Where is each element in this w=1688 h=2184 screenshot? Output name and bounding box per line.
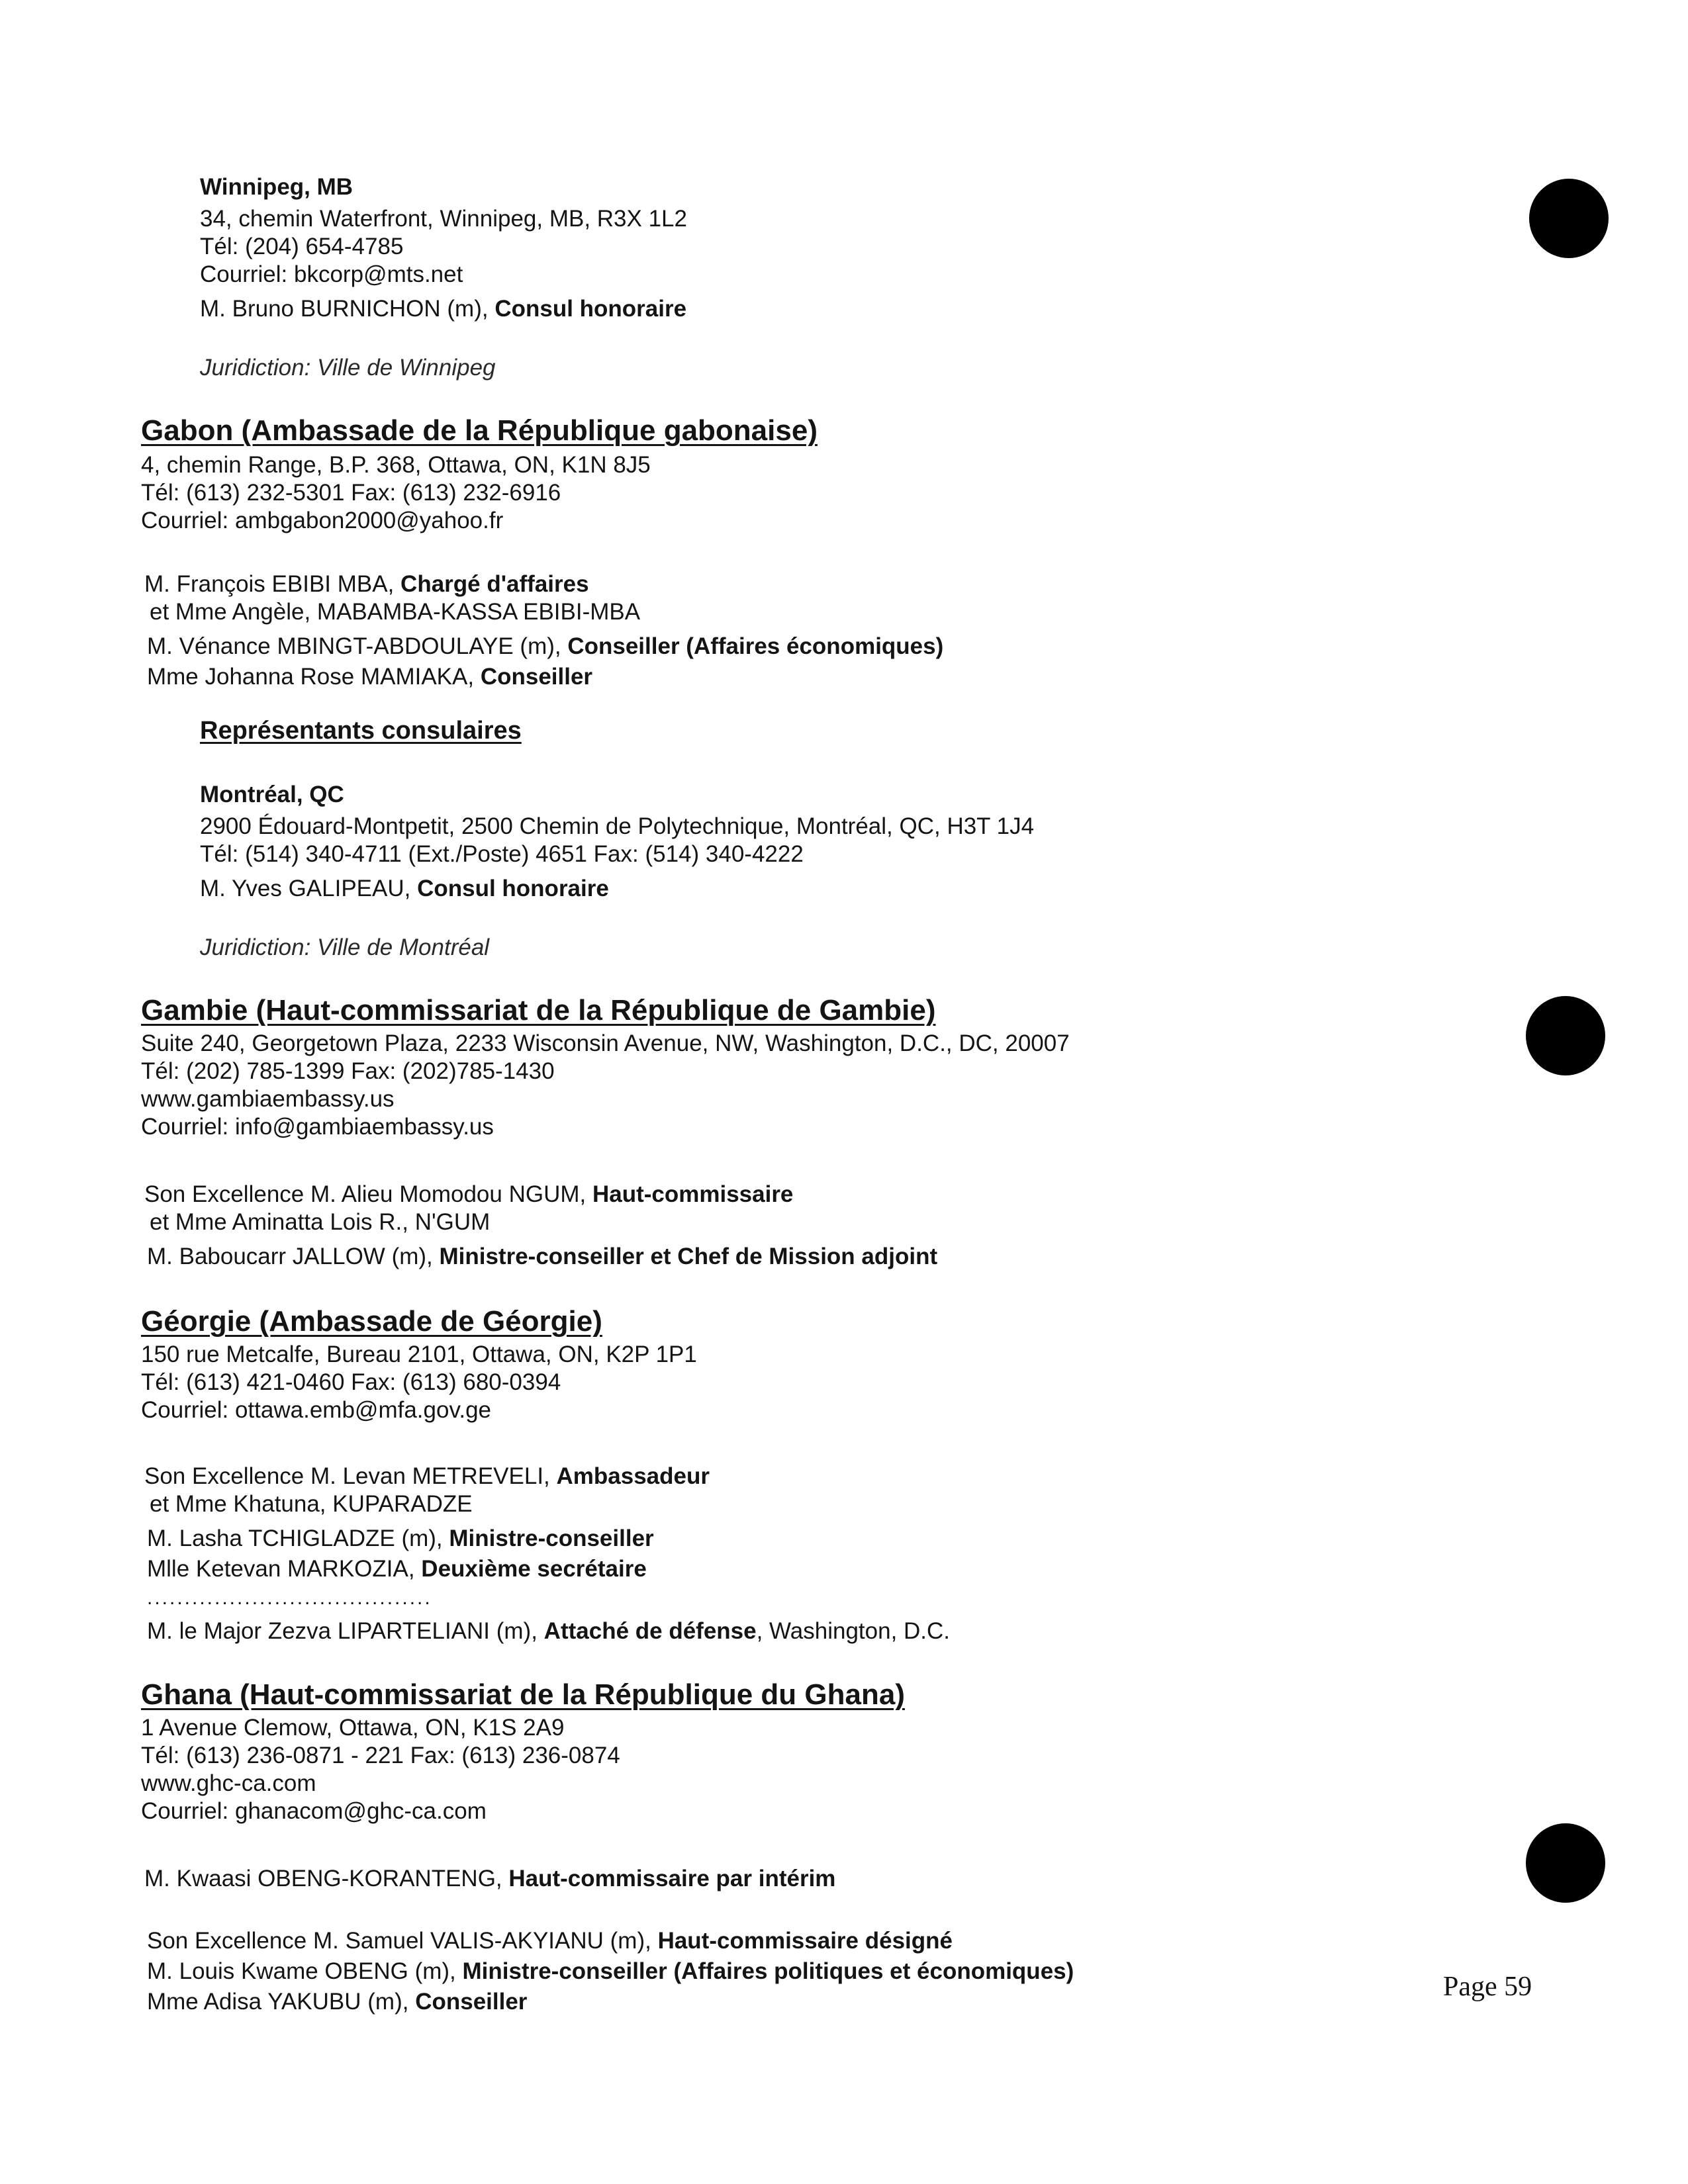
person-name: M. Yves GALIPEAU, [200, 876, 418, 901]
person-name: M. François EBIBI MBA, [144, 571, 401, 597]
person-location: , Washington, D.C. [756, 1618, 951, 1644]
montreal-tel: Tél: (514) 340-4711 (Ext./Poste) 4651 Fax: (514) 340-4222 [200, 841, 804, 867]
montreal-city: Montréal, QC [200, 782, 344, 807]
gabon-address: 4, chemin Range, B.P. 368, Ottawa, ON, K1N 8J5 [141, 452, 651, 478]
gambie-person-2 [147, 1243, 937, 1271]
georgie-person-4 [147, 1617, 950, 1645]
gambie-tel: Tél: (202) 785-1399 Fax: (202)785-1430 [141, 1058, 555, 1084]
person-name: Mme Johanna Rose MAMIAKA, [147, 664, 481, 690]
winnipeg-person [200, 295, 686, 323]
person-title: Haut-commissaire désigné [657, 1928, 953, 1954]
gabon-heading: Gabon (Ambassade de la République gabonaise) [141, 414, 818, 447]
gambie-person-1 [144, 1181, 793, 1208]
ghana-person-3 [147, 1958, 1074, 1985]
person-name: Son Excellence M. Samuel VALIS-AKYIANU (m), [147, 1928, 658, 1954]
georgie-email: Courriel: ottawa.emb@mfa.gov.ge [141, 1397, 491, 1423]
gabon-person-1-spouse: et Mme Angèle, MABAMBA-KASSA EBIBI-MBA [150, 599, 641, 625]
georgie-heading: Géorgie (Ambassade de Géorgie) [141, 1305, 602, 1338]
person-name: M. Lasha TCHIGLADZE (m), [147, 1525, 449, 1551]
gabon-person-1 [144, 570, 589, 598]
person-title: Attaché de défense [543, 1618, 757, 1644]
person-title: Conseiller [415, 1989, 528, 2015]
gambie-web: www.gambiaembassy.us [141, 1086, 395, 1112]
person-name: M. Louis Kwame OBENG (m), [147, 1958, 463, 1984]
montreal-address: 2900 Édouard-Montpetit, 2500 Chemin de Polytechnique, Montréal, QC, H3T 1J4 [200, 813, 1035, 839]
gambie-address: Suite 240, Georgetown Plaza, 2233 Wisconsin Avenue, NW, Washington, D.C., DC, 20007 [141, 1030, 1070, 1056]
gabon-email: Courriel: ambgabon2000@yahoo.fr [141, 508, 504, 533]
georgie-person-3 [147, 1555, 647, 1583]
gabon-tel: Tél: (613) 232-5301 Fax: (613) 232-6916 [141, 480, 561, 506]
georgie-person-1 [144, 1463, 710, 1490]
person-name: Mme Adisa YAKUBU (m), [147, 1989, 416, 2015]
gabon-person-3 [147, 663, 592, 691]
georgie-tel: Tél: (613) 421-0460 Fax: (613) 680-0394 [141, 1369, 561, 1395]
winnipeg-city: Winnipeg, MB [200, 174, 353, 200]
page-number: Page 59 [1443, 1972, 1532, 2002]
ghana-web: www.ghc-ca.com [141, 1770, 316, 1796]
person-title: Haut-commissaire par intérim [508, 1866, 836, 1891]
binder-hole-bottom [1526, 1823, 1605, 1903]
person-title: Ministre-conseiller [449, 1525, 654, 1551]
winnipeg-jurisdiction: Juridiction: Ville de Winnipeg [200, 355, 496, 381]
binder-hole-middle [1526, 996, 1605, 1075]
georgie-person-2 [147, 1525, 654, 1553]
winnipeg-email: Courriel: bkcorp@mts.net [200, 261, 463, 287]
binder-hole-top [1529, 179, 1609, 258]
gambie-email: Courriel: info@gambiaembassy.us [141, 1114, 494, 1140]
montreal-person [200, 875, 609, 903]
person-title: Conseiller [480, 664, 593, 690]
person-name: M. Baboucarr JALLOW (m), [147, 1244, 440, 1269]
person-name: M. Bruno BURNICHON (m), [200, 296, 495, 322]
person-title: Ministre-conseiller (Affaires politiques et économiques) [462, 1958, 1074, 1984]
ghana-person-2 [147, 1927, 953, 1955]
person-title: Haut-commissaire [592, 1181, 794, 1207]
person-title: Deuxième secrétaire [421, 1556, 647, 1582]
ghana-email: Courriel: ghanacom@ghc-ca.com [141, 1798, 487, 1824]
gambie-person-1-spouse: et Mme Aminatta Lois R., N'GUM [150, 1209, 491, 1235]
person-name: M. Vénance MBINGT-ABDOULAYE (m), [147, 633, 568, 659]
person-name: Mlle Ketevan MARKOZIA, [147, 1556, 422, 1582]
ghana-heading: Ghana (Haut-commissariat de la République du Ghana) [141, 1678, 905, 1711]
person-name: M. Kwaasi OBENG-KORANTENG, [144, 1866, 509, 1891]
person-name: Son Excellence M. Levan METREVELI, [144, 1463, 557, 1489]
ghana-tel: Tél: (613) 236-0871 - 221 Fax: (613) 236-0874 [141, 1743, 620, 1768]
winnipeg-address: 34, chemin Waterfront, Winnipeg, MB, R3X 1L2 [200, 206, 687, 232]
person-title: Ministre-conseiller et Chef de Mission adjoint [439, 1244, 938, 1269]
person-title: Consul honoraire [417, 876, 609, 901]
gabon-person-2 [147, 633, 943, 660]
georgie-address: 150 rue Metcalfe, Bureau 2101, Ottawa, ON, K2P 1P1 [141, 1342, 697, 1367]
person-name: M. le Major Zezva LIPARTELIANI (m), [147, 1618, 544, 1644]
person-title: Ambassadeur [556, 1463, 710, 1489]
gabon-consular-heading: Représentants consulaires [200, 717, 522, 745]
winnipeg-tel: Tél: (204) 654-4785 [200, 234, 404, 259]
montreal-jurisdiction: Juridiction: Ville de Montréal [200, 934, 490, 960]
ghana-address: 1 Avenue Clemow, Ottawa, ON, K1S 2A9 [141, 1715, 565, 1741]
georgie-person-1-spouse: et Mme Khatuna, KUPARADZE [150, 1491, 473, 1517]
person-title: Chargé d'affaires [400, 571, 589, 597]
person-title: Consul honoraire [494, 296, 687, 322]
gambie-heading: Gambie (Haut-commissariat de la République de Gambie) [141, 994, 936, 1026]
person-name: Son Excellence M. Alieu Momodou NGUM, [144, 1181, 592, 1207]
ghana-person-1 [144, 1865, 835, 1893]
georgie-separator: ...................................... [147, 1587, 432, 1609]
person-title: Conseiller (Affaires économiques) [567, 633, 944, 659]
ghana-person-4 [147, 1988, 527, 2016]
